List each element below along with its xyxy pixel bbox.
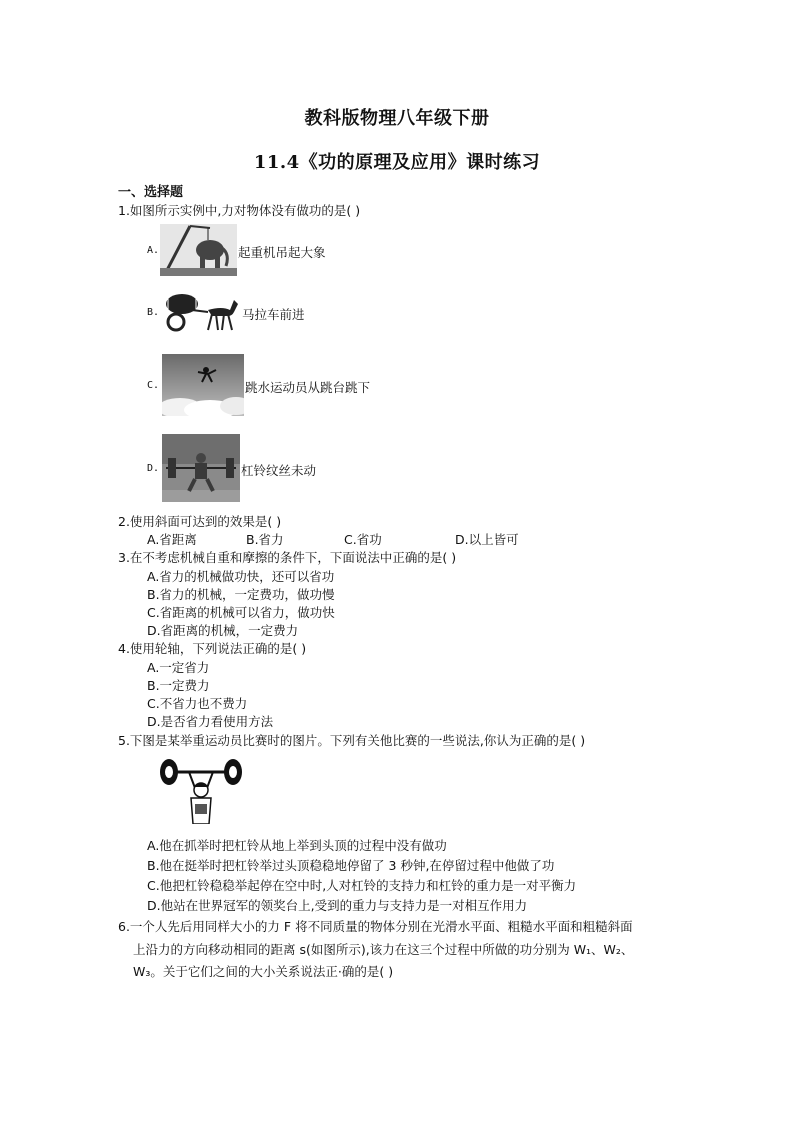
document-title: 教科版物理八年级下册 xyxy=(304,108,490,129)
question-3-option-b: B.省力的机械，一定费功，做功慢 xyxy=(147,587,335,602)
question-6-line-3: W₃。关于它们之间的大小关系说法正·确的是( ) xyxy=(133,964,394,979)
question-5-option-c: C.他把杠铃稳稳举起停在空中时,人对杠铃的支持力和杠铃的重力是一对平衡力 xyxy=(147,878,577,893)
question-6-line-1: 6.一个人先后用同样大小的力 F 将不同质量的物体分别在光滑水平面、粗糙水平面和粗糙斜面 xyxy=(118,919,633,934)
diver-image xyxy=(162,354,244,416)
question-3-option-c: C.省距离的机械可以省力，做功快 xyxy=(147,605,335,620)
option-1d-letter: D. xyxy=(147,463,160,474)
document-subtitle: 11.4《功的原理及应用》课时练习 xyxy=(253,152,541,173)
question-4-option-c: C.不省力也不费力 xyxy=(147,696,248,711)
question-2-stem: 2.使用斜面可达到的效果是( ) xyxy=(118,514,282,529)
question-5-option-d: D.他站在世界冠军的领奖台上,受到的重力与支持力是一对相互作用力 xyxy=(147,898,528,913)
question-2-option-d: D.以上皆可 xyxy=(455,532,519,547)
option-1b-letter: B. xyxy=(147,307,160,318)
question-5-stem: 5.下图是某举重运动员比赛时的图片。下列有关他比赛的一些说法,你认为正确的是( ) xyxy=(118,733,586,748)
question-4-option-a: A.一定省力 xyxy=(147,660,210,675)
weightlifter-photo-image xyxy=(162,434,240,502)
question-2-option-b: B.省力 xyxy=(246,532,284,547)
question-5-option-b: B.他在挺举时把杠铃举过头顶稳稳地停留了 3 秒钟,在停留过程中他做了功 xyxy=(147,858,555,873)
question-2-option-a: A.省距离 xyxy=(147,532,197,547)
section-heading: 一、选择题 xyxy=(118,185,184,200)
question-4-option-d: D.是否省力看使用方法 xyxy=(147,714,274,729)
option-1c-text: 跳水运动员从跳台跳下 xyxy=(245,380,371,395)
crane-elephant-image xyxy=(160,224,237,276)
option-1d-text: 杠铃纹丝未动 xyxy=(241,463,317,478)
question-3-option-d: D.省距离的机械，一定费力 xyxy=(147,623,299,638)
weightlifter-cartoon-image xyxy=(155,754,247,824)
horse-cart-image xyxy=(162,290,240,334)
question-6-line-2: 上沿力的方向移动相同的距离 s(如图所示),该力在这三个过程中所做的功分别为 W₁、W₂、 xyxy=(133,942,634,957)
option-1a-letter: A. xyxy=(147,245,160,256)
option-1a-text: 起重机吊起大象 xyxy=(238,245,326,260)
question-5-option-a: A.他在抓举时把杠铃从地上举到头顶的过程中没有做功 xyxy=(147,838,447,853)
option-1b-text: 马拉车前进 xyxy=(242,307,305,322)
question-4-stem: 4.使用轮轴，下列说法正确的是( ) xyxy=(118,641,307,656)
question-3-option-a: A.省力的机械做功快，还可以省功 xyxy=(147,569,335,584)
question-3-stem: 3.在不考虑机械自重和摩擦的条件下，下面说法中正确的是( ) xyxy=(118,550,457,565)
question-4-option-b: B.一定费力 xyxy=(147,678,210,693)
option-1c-letter: C. xyxy=(147,380,160,391)
question-2-option-c: C.省功 xyxy=(344,532,382,547)
question-1-stem: 1.如图所示实例中,力对物体没有做功的是( ) xyxy=(118,203,361,218)
